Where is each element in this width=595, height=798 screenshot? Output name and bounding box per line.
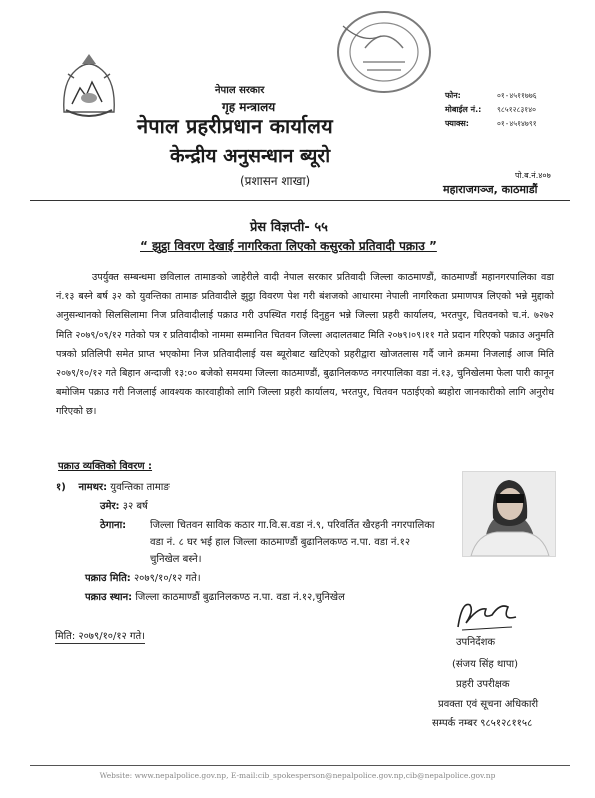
branch-label: (प्रशासन शाखा) xyxy=(240,174,311,188)
office-title: नेपाल प्रहरीप्रधान कार्यालय xyxy=(137,114,333,138)
official-stamp-icon xyxy=(333,6,435,98)
signatory-phone: सम्पर्क नम्बर ९८५१२८११५८ xyxy=(432,718,533,729)
contact-row-fax: फ्याक्स: ०१-४५१४७९१ xyxy=(445,119,537,128)
contact-list xyxy=(445,89,537,131)
detail-name-row: १) नामथर: युवन्तिका तामाङ xyxy=(56,482,170,493)
bureau-title: केन्द्रीय अनुसन्धान ब्यूरो xyxy=(170,145,331,167)
signatory-rank: प्रहरी उपरीक्षक xyxy=(456,679,510,690)
contact-row-phone: फोन: ०१-४५११७७६ xyxy=(445,91,537,100)
release-date: मिति: २०७९/१०/१२ गते। xyxy=(55,628,145,644)
contact-row-mobile: मोबाईल नं.: ९८५१२८३१४० xyxy=(445,105,536,114)
press-body: उपर्युक्त सम्बन्धमा छविलाल तामाङको जाहेरीले वादी नेपाल सरकार प्रतिवादी जिल्ला काठमाण्डौं, काठमाण्डौं महानगरपालिका वडा नं.१३ बस्ने बर्ष ३२ को युवन्तिका तामाङ प्रतिवादीले झुट्ठा विवरण पेश गरी बंशजको आधारमा नेपाली नागरिकता प्रमाणपत्र लिएको भन्ने मुद्दाको अनुसन्धानको सिलसिलामा निज प्रतिवादीलाई पक्राउ गरी उपस्थित गराई दिनुहुन भन्ने जिल्ला प्रहरी कार्यालय, भरतपुर, चितवनको च.नं. ७२७२ मिति २०७९/०९/१२ गतेको पत्र र प्रतिवादीको नाममा सम्मानित चितवन जिल्ला अदालतबाट मिति २०७९।०९।११ गते प्रदान गरिएको पक्राउ अनुमति पत्रको प्रतिलिपी समेत प्राप्त भएकोमा निज प्रतिवादीलाई यस ब्यूरोबाट खटिएको प्रहरीद्वारा खोजतलास गर्दै जाने क्रममा निजलाई आज मिति २०७९/१०/१२ गते बिहान अन्दाजी १३:०० बजेको समयमा जिल्ला काठमाण्डौं, बुढानिलकण्ठ नगरपालिका वडा नं.१३, चुनिखेलमा फेला पारी कानून बमोजिम पक्राउ गरी निजलाई आवश्यक कारवाहीको लागि जिल्ला प्रहरी कार्यालय, भरतपुर, चितवन पठाईएको ब्यहोरा जानकारीको लागि अनुरोध गरिएको छ। xyxy=(56,272,554,418)
ministry-title: गृह मन्त्रालय xyxy=(222,100,276,114)
po-box: पो.ब.नं.४०७ xyxy=(515,171,551,180)
person-photo-icon xyxy=(462,471,556,557)
footer-website: Website: www.nepalpolice.gov.np, E-mail:cib_spokesperson@nepalpolice.gov.np,cib@nepalpolice.gov.np xyxy=(99,771,496,780)
detail-address: जिल्ला चितवन साविक कठार गा.वि.स.वडा नं.९, परिवर्तित खैरहनी नगरपालिका वडा नं. ८ घर भई हाल जिल्ला काठमाण्डौं बुढानिलकण्ठ न.पा. वडा नं.१२ चुनिखेल बस्ने। xyxy=(150,520,435,565)
press-release-label: प्रेस विज्ञप्ती- ५५ xyxy=(250,220,328,235)
detail-age-row: उमेर: ३२ बर्ष xyxy=(100,501,148,512)
signatory-role: प्रवक्ता एवं सूचना अधिकारी xyxy=(438,699,539,710)
signature-icon xyxy=(452,597,522,633)
press-headline: “ झुट्ठा विवरण देखाई नागरिकता लिएको कसुरको प्रतिवादी पक्राउ ” xyxy=(140,239,437,253)
footer-divider xyxy=(30,765,570,766)
gov-label: नेपाल सरकार xyxy=(215,85,265,96)
detail-arrest-date-row: पक्राउ मिति: २०७९/१०/१२ गते। xyxy=(85,573,201,584)
detail-arrest-place-row: पक्राउ स्थान: जिल्ला काठमाण्डौं बुढानिलकण्ठ न.पा. वडा नं.१२,चुनिखेल xyxy=(85,592,345,603)
office-location: महाराजगञ्ज, काठमाडौं xyxy=(443,183,538,196)
signatory-title: उपनिर्देशक xyxy=(456,637,496,648)
nepal-emblem-icon xyxy=(58,52,120,122)
signatory-name: (संजय सिंह थापा) xyxy=(452,659,519,670)
header-divider xyxy=(30,200,570,201)
details-title: पक्राउ व्यक्तिको विवरण : xyxy=(58,461,153,472)
detail-address-label: ठेगाना: xyxy=(100,520,127,531)
